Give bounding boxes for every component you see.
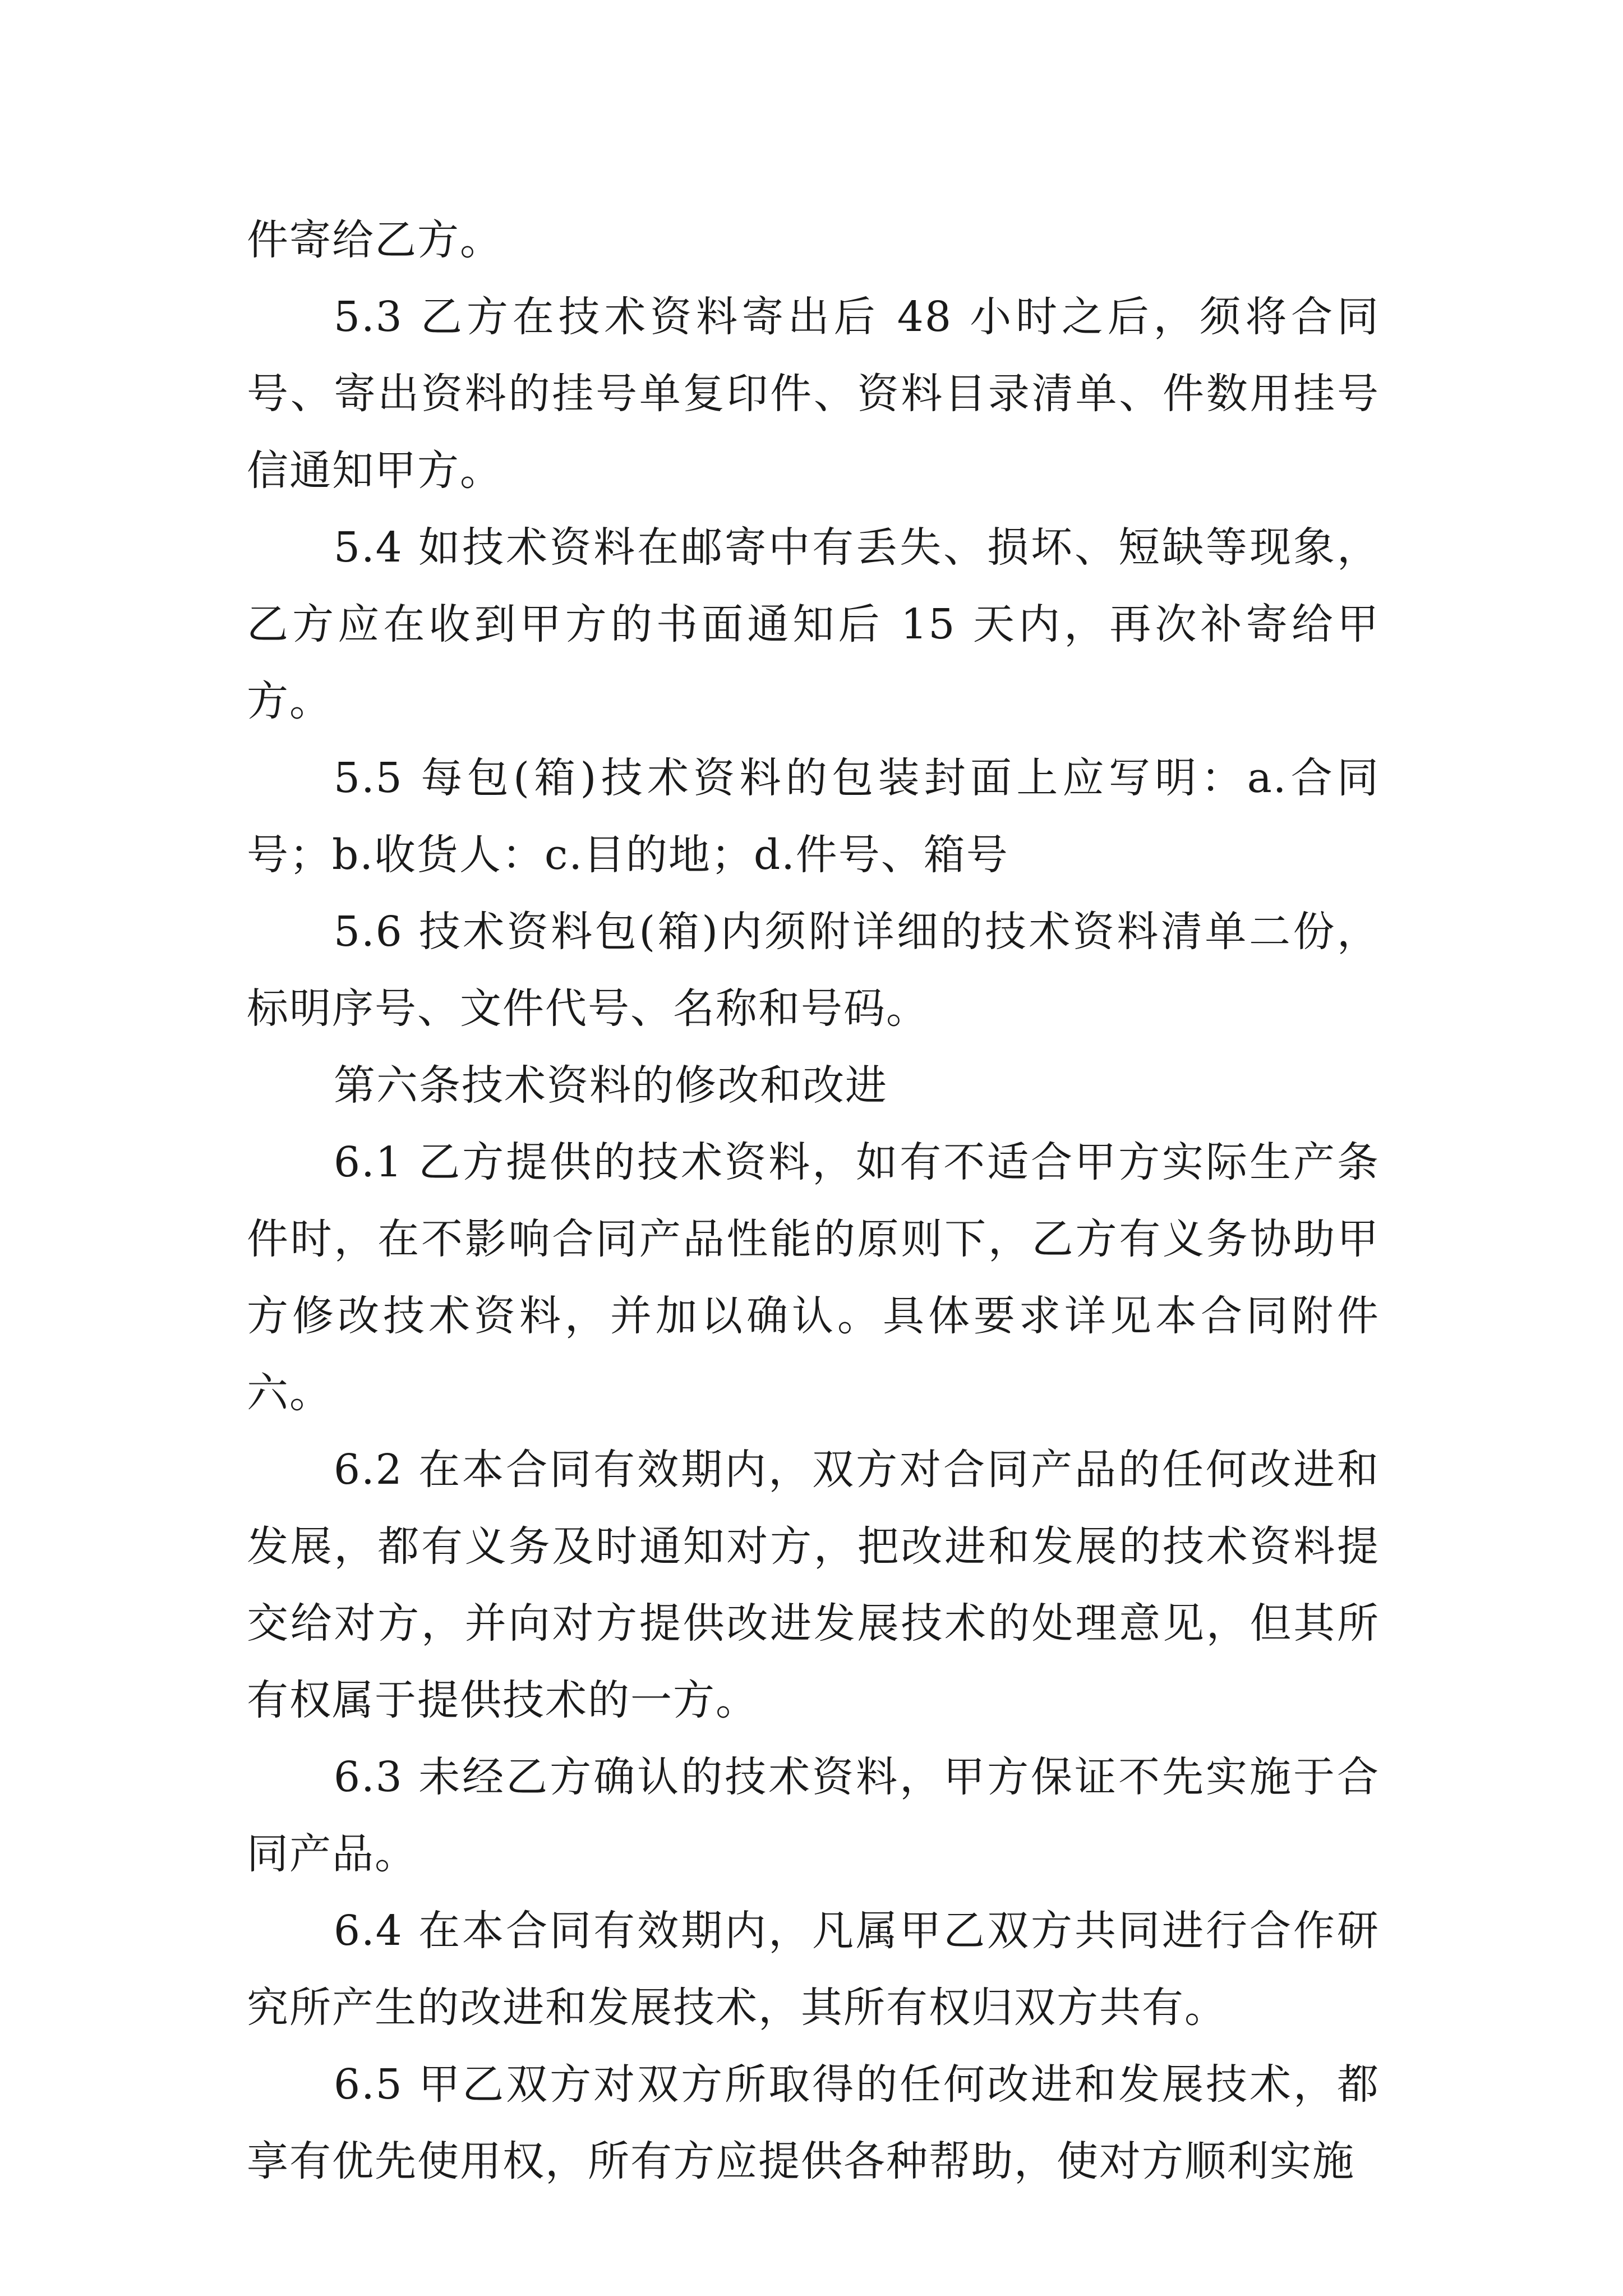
clause-5-6: 5.6 技术资料包(箱)内须附详细的技术资料清单二份，标明序号、文件代号、名称和号码。 — [247, 908, 1380, 1033]
clause-6-5: 6.5 甲乙双方对双方所取得的任何改进和发展技术，都享有优先使用权，所有方应提供各种帮助，使对方顺利实施 — [247, 2060, 1380, 2185]
clause-5-3: 5.3 乙方在技术资料寄出后 48 小时之后，须将合同号、寄出资料的挂号单复印件、资料目录清单、件数用挂号信通知甲方。 — [247, 293, 1380, 495]
clause-6-3: 6.3 未经乙方确认的技术资料，甲方保证不先实施于合同产品。 — [247, 1753, 1380, 1878]
document-body — [247, 202, 1380, 2200]
article-6-heading: 第六条技术资料的修改和改进 — [334, 1061, 888, 1110]
clause-6-2: 6.2 在本合同有效期内，双方对合同产品的任何改进和发展，都有义务及时通知对方，把改进和发展的技术资料提交给对方，并向对方提供改进发展技术的处理意见，但其所有权属于提供技术的一方。 — [247, 1446, 1380, 1724]
clause-6-1: 6.1 乙方提供的技术资料，如有不适合甲方实际生产条件时，在不影响合同产品性能的原则下，乙方有义务协助甲方修改技术资料，并加以确认。具体要求详见本合同附件六。 — [247, 1138, 1380, 1417]
clause-5-4: 5.4 如技术资料在邮寄中有丢失、损坏、短缺等现象，乙方应在收到甲方的书面通知后 15 天内，再次补寄给甲方。 — [247, 523, 1380, 725]
clause-6-4: 6.4 在本合同有效期内，凡属甲乙双方共同进行合作研究所产生的改进和发展技术，其所有权归双方共有。 — [247, 1907, 1380, 2032]
clause-5-5: 5.5 每包(箱)技术资料的包装封面上应写明：a.合同号；b.收货人：c.目的地；d.件号、箱号 — [247, 754, 1380, 879]
paragraph-continuation: 件寄给乙方。 — [247, 216, 502, 264]
